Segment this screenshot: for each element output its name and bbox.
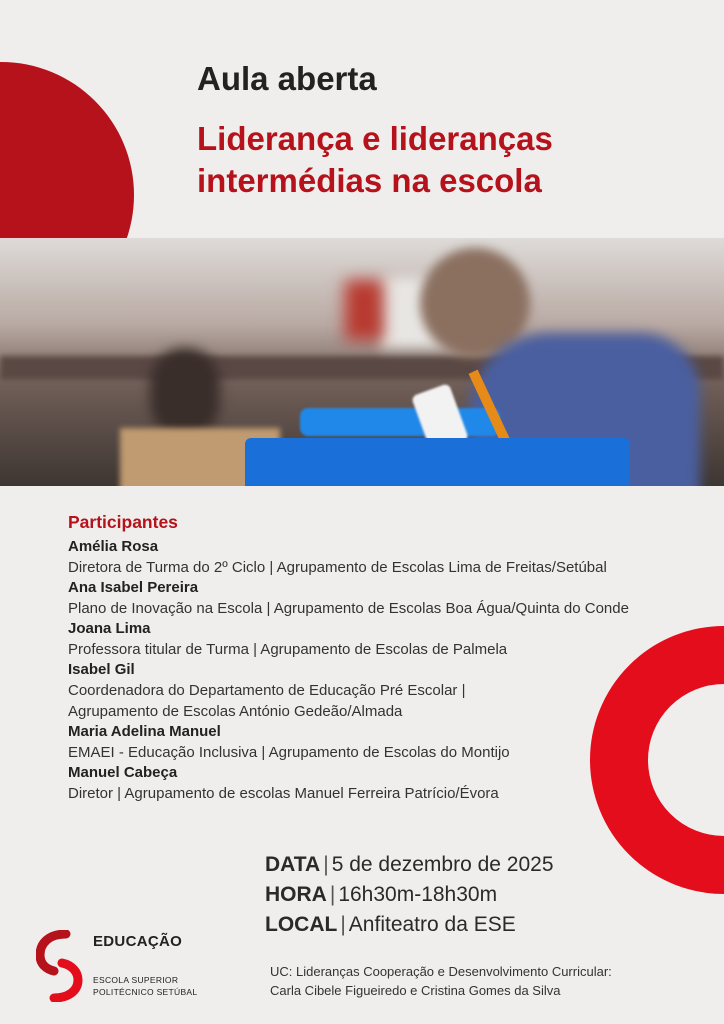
participants-heading: Participantes (68, 512, 178, 532)
participant-role: Plano de Inovação na Escola | Agrupamento de Escolas Boa Água/Quinta do Conde (68, 600, 629, 617)
event-title-line2: intermédias na escola (197, 162, 542, 199)
logo-subtitle-line2: POLITÉCNICO SETÚBAL (93, 987, 198, 997)
course-credits (270, 962, 612, 1000)
event-title (197, 118, 553, 202)
place-value: Anfiteatro da ESE (348, 913, 516, 936)
participant-role: Diretor | Agrupamento de escolas Manuel Ferreira Patrício/Évora (68, 785, 499, 802)
participant (68, 619, 708, 660)
separator: | (323, 853, 329, 876)
logo-title: EDUCAÇÃO (93, 933, 183, 950)
time-label: HORA (265, 883, 327, 906)
course-name: UC: Lideranças Cooperação e Desenvolvimento Curricular: (270, 964, 612, 979)
participants-section (68, 512, 708, 804)
participant-role: Agrupamento de Escolas António Gedeão/Almada (68, 703, 403, 720)
logo-subtitle (93, 974, 197, 998)
separator: | (340, 913, 346, 936)
event-details (265, 850, 554, 940)
place-line (265, 910, 554, 940)
time-line (265, 880, 554, 910)
participant-name: Isabel Gil (68, 661, 135, 678)
participant (68, 660, 708, 722)
participant (68, 537, 708, 578)
logo-subtitle-line1: ESCOLA SUPERIOR (93, 975, 179, 985)
classroom-photo (0, 238, 724, 486)
event-title-line1: Liderança e lideranças (197, 120, 553, 157)
date-label: DATA (265, 853, 321, 876)
time-value: 16h30m-18h30m (338, 883, 498, 906)
participant (68, 578, 708, 619)
participant-name: Amélia Rosa (68, 538, 159, 555)
separator: | (329, 883, 336, 906)
participant-role: EMAEI - Educação Inclusiva | Agrupamento de Escolas do Montijo (68, 744, 510, 761)
participant-name: Maria Adelina Manuel (68, 723, 221, 740)
participant (68, 722, 708, 763)
event-type-heading: Aula aberta (197, 60, 377, 97)
date-value: 5 de dezembro de 2025 (331, 853, 554, 876)
course-teachers: Carla Cibele Figueiredo e Cristina Gomes da Silva (270, 983, 561, 998)
ese-logo-mark-icon (36, 930, 86, 1002)
date-line (265, 850, 554, 880)
participant-role: Coordenadora do Departamento de Educação Pré Escolar | (68, 682, 466, 699)
participant-name: Joana Lima (68, 620, 151, 637)
ese-logo (36, 930, 236, 1002)
participant-role: Professora titular de Turma | Agrupamento de Escolas de Palmela (68, 641, 508, 658)
place-label: LOCAL (265, 913, 338, 936)
participant (68, 763, 708, 804)
participant-name: Manuel Cabeça (68, 764, 178, 781)
participant-name: Ana Isabel Pereira (68, 579, 199, 596)
participant-role: Diretora de Turma do 2º Ciclo | Agrupamento de Escolas Lima de Freitas/Setúbal (68, 559, 607, 576)
